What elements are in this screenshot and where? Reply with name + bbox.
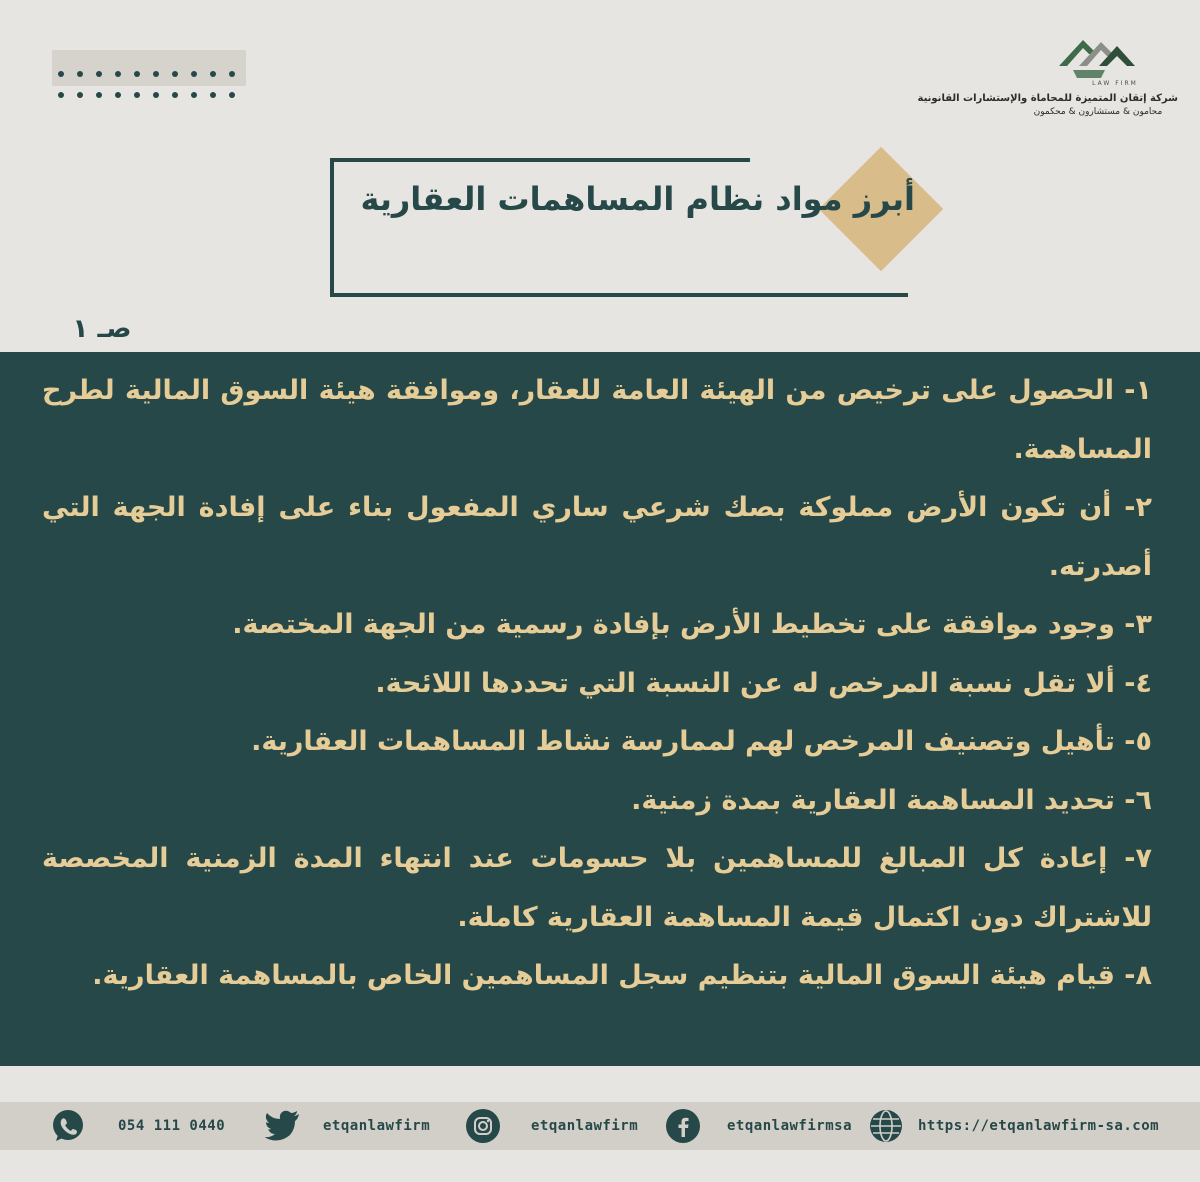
article-item: ١- الحصول على ترخيص من الهيئة العامة للعقار، وموافقة هيئة السوق المالية لطرح المساهمة.: [42, 375, 1152, 465]
title-frame-left: [330, 158, 334, 297]
title-frame-top: [330, 158, 750, 162]
twitter-icon: [265, 1108, 301, 1144]
article-item: ٢- أن تكون الأرض مملوكة بصك شرعي ساري المفعول بناء على إفادة الجهة التي أصدرته.: [42, 492, 1152, 582]
phone-number: 054 111 0440: [118, 1118, 226, 1134]
article-item: ٤- ألا تقل نسبة المرخص له عن النسبة التي تحددها اللائحة.: [375, 667, 1152, 699]
facebook-icon: [665, 1108, 701, 1144]
article-item: ٥- تأهيل وتصنيف المرخص لهم لممارسة نشاط المساهمات العقارية.: [251, 726, 1152, 757]
footer-twitter[interactable]: [265, 1102, 430, 1150]
instagram-icon: [465, 1108, 501, 1144]
whatsapp-icon: [50, 1108, 86, 1144]
facebook-handle: etqanlawfirmsa: [727, 1118, 853, 1134]
footer-website[interactable]: [868, 1102, 1159, 1150]
article-item: ٨- قيام هيئة السوق المالية بتنظيم سجل المساهمين الخاص بالمساهمة العقارية.: [92, 960, 1152, 991]
articles-list: [42, 362, 1152, 1006]
article-item: ٧- إعادة كل المبالغ للمساهمين بلا حسومات عند انتهاء المدة الزمنية المخصصة للاشتراك دون اكتمال قيمة المساهمة العقارية كاملة.: [42, 843, 1152, 933]
footer-facebook[interactable]: [665, 1102, 852, 1150]
globe-icon: [868, 1108, 904, 1144]
footer-instagram[interactable]: [465, 1102, 638, 1150]
company-name: شركة إتقان المتميزة للمحاماة والإستشارات القانونية: [917, 93, 1178, 104]
logo-mark-icon: [1053, 26, 1143, 84]
title-frame-bottom: [330, 293, 908, 297]
footer-whatsapp[interactable]: [50, 1102, 225, 1150]
dots-panel: [52, 50, 246, 86]
decorative-dots-row: [58, 92, 235, 98]
website-url: https://etqanlawfirm-sa.com: [918, 1118, 1160, 1134]
page-title: أبرز مواد نظام المساهمات العقارية: [360, 180, 915, 218]
company-logo: [917, 26, 1178, 128]
page-number: صـ ١: [72, 314, 132, 344]
article-item: ٦- تحديد المساهمة العقارية بمدة زمنية.: [631, 784, 1152, 816]
logo-firm-text: LAW FIRM: [1092, 80, 1138, 87]
twitter-handle: etqanlawfirm: [323, 1118, 431, 1134]
decorative-dots-row: [58, 71, 235, 77]
article-item: ٣- وجود موافقة على تخطيط الأرض بإفادة رسمية من الجهة المختصة.: [232, 609, 1152, 640]
instagram-handle: etqanlawfirm: [531, 1118, 639, 1134]
company-tagline: محامون & مستشارون & محكمون: [1033, 107, 1163, 117]
